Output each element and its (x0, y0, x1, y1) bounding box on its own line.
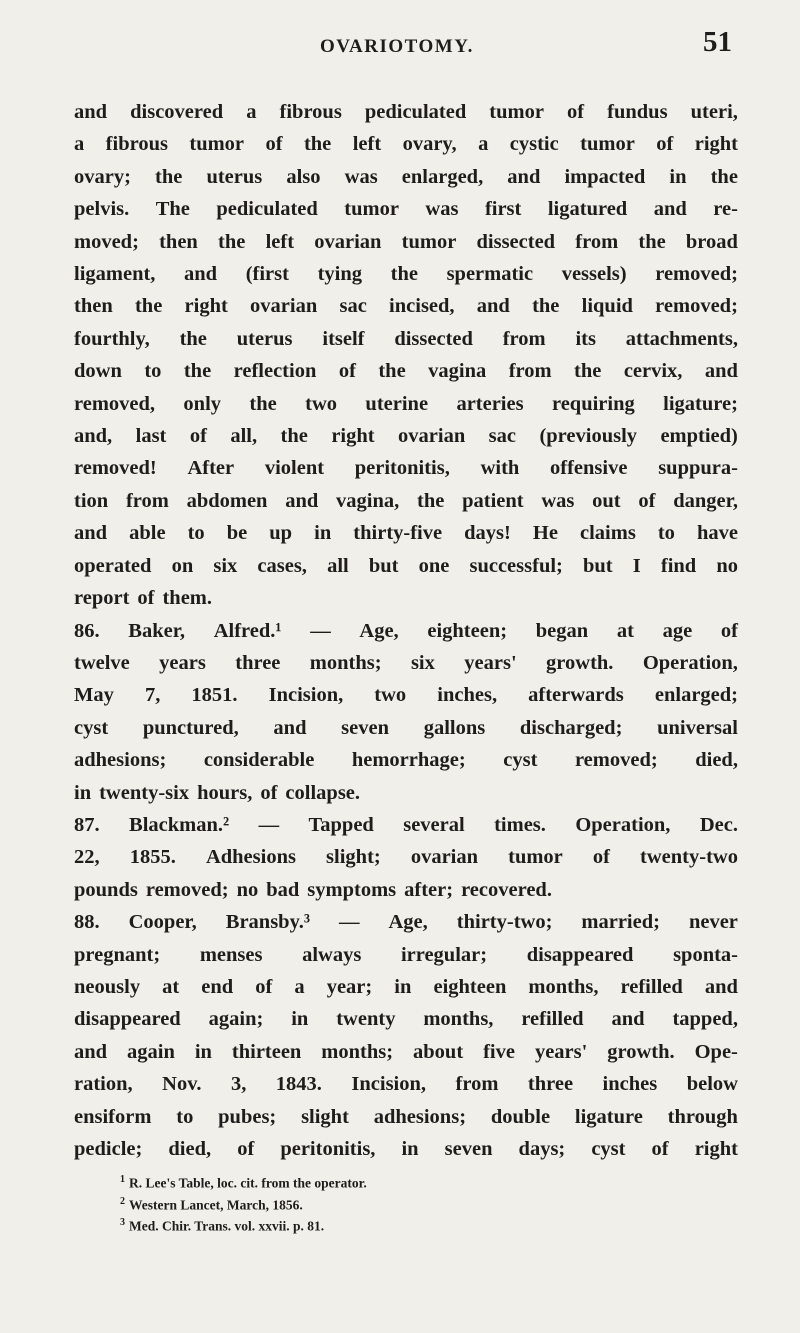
text-line: ration, Nov. 3, 1843. Incision, from three inches below (74, 1073, 738, 1096)
page-number: 51 (703, 26, 732, 58)
footnote-text: Western Lancet, March, 1856. (129, 1197, 303, 1212)
text-line: pregnant; menses always irregular; disappeared sponta- (74, 943, 738, 966)
text-line: in twenty-six hours, of collapse. (74, 781, 361, 804)
text-line: removed! After violent peritonitis, with offensive suppura- (74, 457, 738, 480)
footnote-mark: 2 (120, 1195, 125, 1207)
text-line: May 7, 1851. Incision, two inches, afterwards enlarged; (74, 684, 738, 707)
text-line: pedicle; died, of peritonitis, in seven days; cyst of right (74, 1138, 738, 1160)
text-line: 87. Blackman.² — Tapped several times. Operation, Dec. (74, 813, 738, 836)
text-line: ensiform to pubes; slight adhesions; double ligature through (74, 1105, 738, 1128)
text-line: removed, only the two uterine arteries requiring ligature; (74, 392, 738, 415)
footnote-mark: 1 (120, 1174, 125, 1185)
page-header (80, 28, 732, 68)
text-line: ligament, and (first tying the spermatic vessels) removed; (74, 263, 738, 286)
footnote-text: Med. Chir. Trans. vol. xxvii. p. 81. (129, 1218, 325, 1234)
text-line: pounds removed; no bad symptoms after; recovered. (74, 878, 552, 901)
text-line: 22, 1855. Adhesions slight; ovarian tumor of twenty-two (74, 846, 738, 869)
text-line: and able to be up in thirty-five days! He claims to have (74, 522, 738, 545)
footnote-mark: 3 (120, 1217, 125, 1228)
text-line: and again in thirteen months; about five years' growth. Ope- (74, 1040, 738, 1063)
text-line: pelvis. The pediculated tumor was first ligatured and re- (74, 198, 738, 221)
text-line: neously at end of a year; in eighteen months, refilled and (74, 975, 738, 998)
text-line: cyst punctured, and seven gallons discharged; universal (74, 716, 738, 739)
footnote (120, 1214, 680, 1236)
text-line: down to the reflection of the vagina from the cervix, and (74, 360, 738, 383)
text-line: moved; then the left ovarian tumor dissected from the broad (74, 230, 738, 253)
footnote (120, 1171, 680, 1193)
text-line: fourthly, the uterus itself dissected from its attachments, (74, 327, 738, 350)
text-line: and, last of all, the right ovarian sac (previously emptied) (74, 425, 738, 448)
text-line: tion from abdomen and vagina, the patient was out of danger, (74, 489, 738, 512)
text-line: 88. Cooper, Bransby.³ — Age, thirty-two; married; never (74, 911, 738, 934)
footnote-text: R. Lee's Table, loc. cit. from the operator. (129, 1175, 367, 1191)
text-line: and discovered a fibrous pediculated tumor of fundus uteri, (74, 101, 738, 123)
body-text (74, 96, 738, 1165)
text-line: disappeared again; in twenty months, refilled and tapped, (74, 1008, 738, 1031)
footnote (120, 1193, 680, 1215)
footnotes (120, 1171, 680, 1236)
text-line: 86. Baker, Alfred.¹ — Age, eighteen; began at age of (74, 619, 738, 642)
text-line: then the right ovarian sac incised, and the liquid removed; (74, 295, 738, 318)
text-line: adhesions; considerable hemorrhage; cyst removed; died, (74, 749, 738, 772)
text-line: report of them. (74, 587, 213, 610)
text-line: a fibrous tumor of the left ovary, a cystic tumor of right (74, 133, 738, 156)
text-line: twelve years three months; six years' growth. Operation, (74, 651, 738, 674)
text-line: ovary; the uterus also was enlarged, and impacted in the (74, 165, 738, 188)
text-line: operated on six cases, all but one successful; but I find no (74, 554, 738, 577)
running-title: OVARIOTOMY. (320, 36, 474, 57)
